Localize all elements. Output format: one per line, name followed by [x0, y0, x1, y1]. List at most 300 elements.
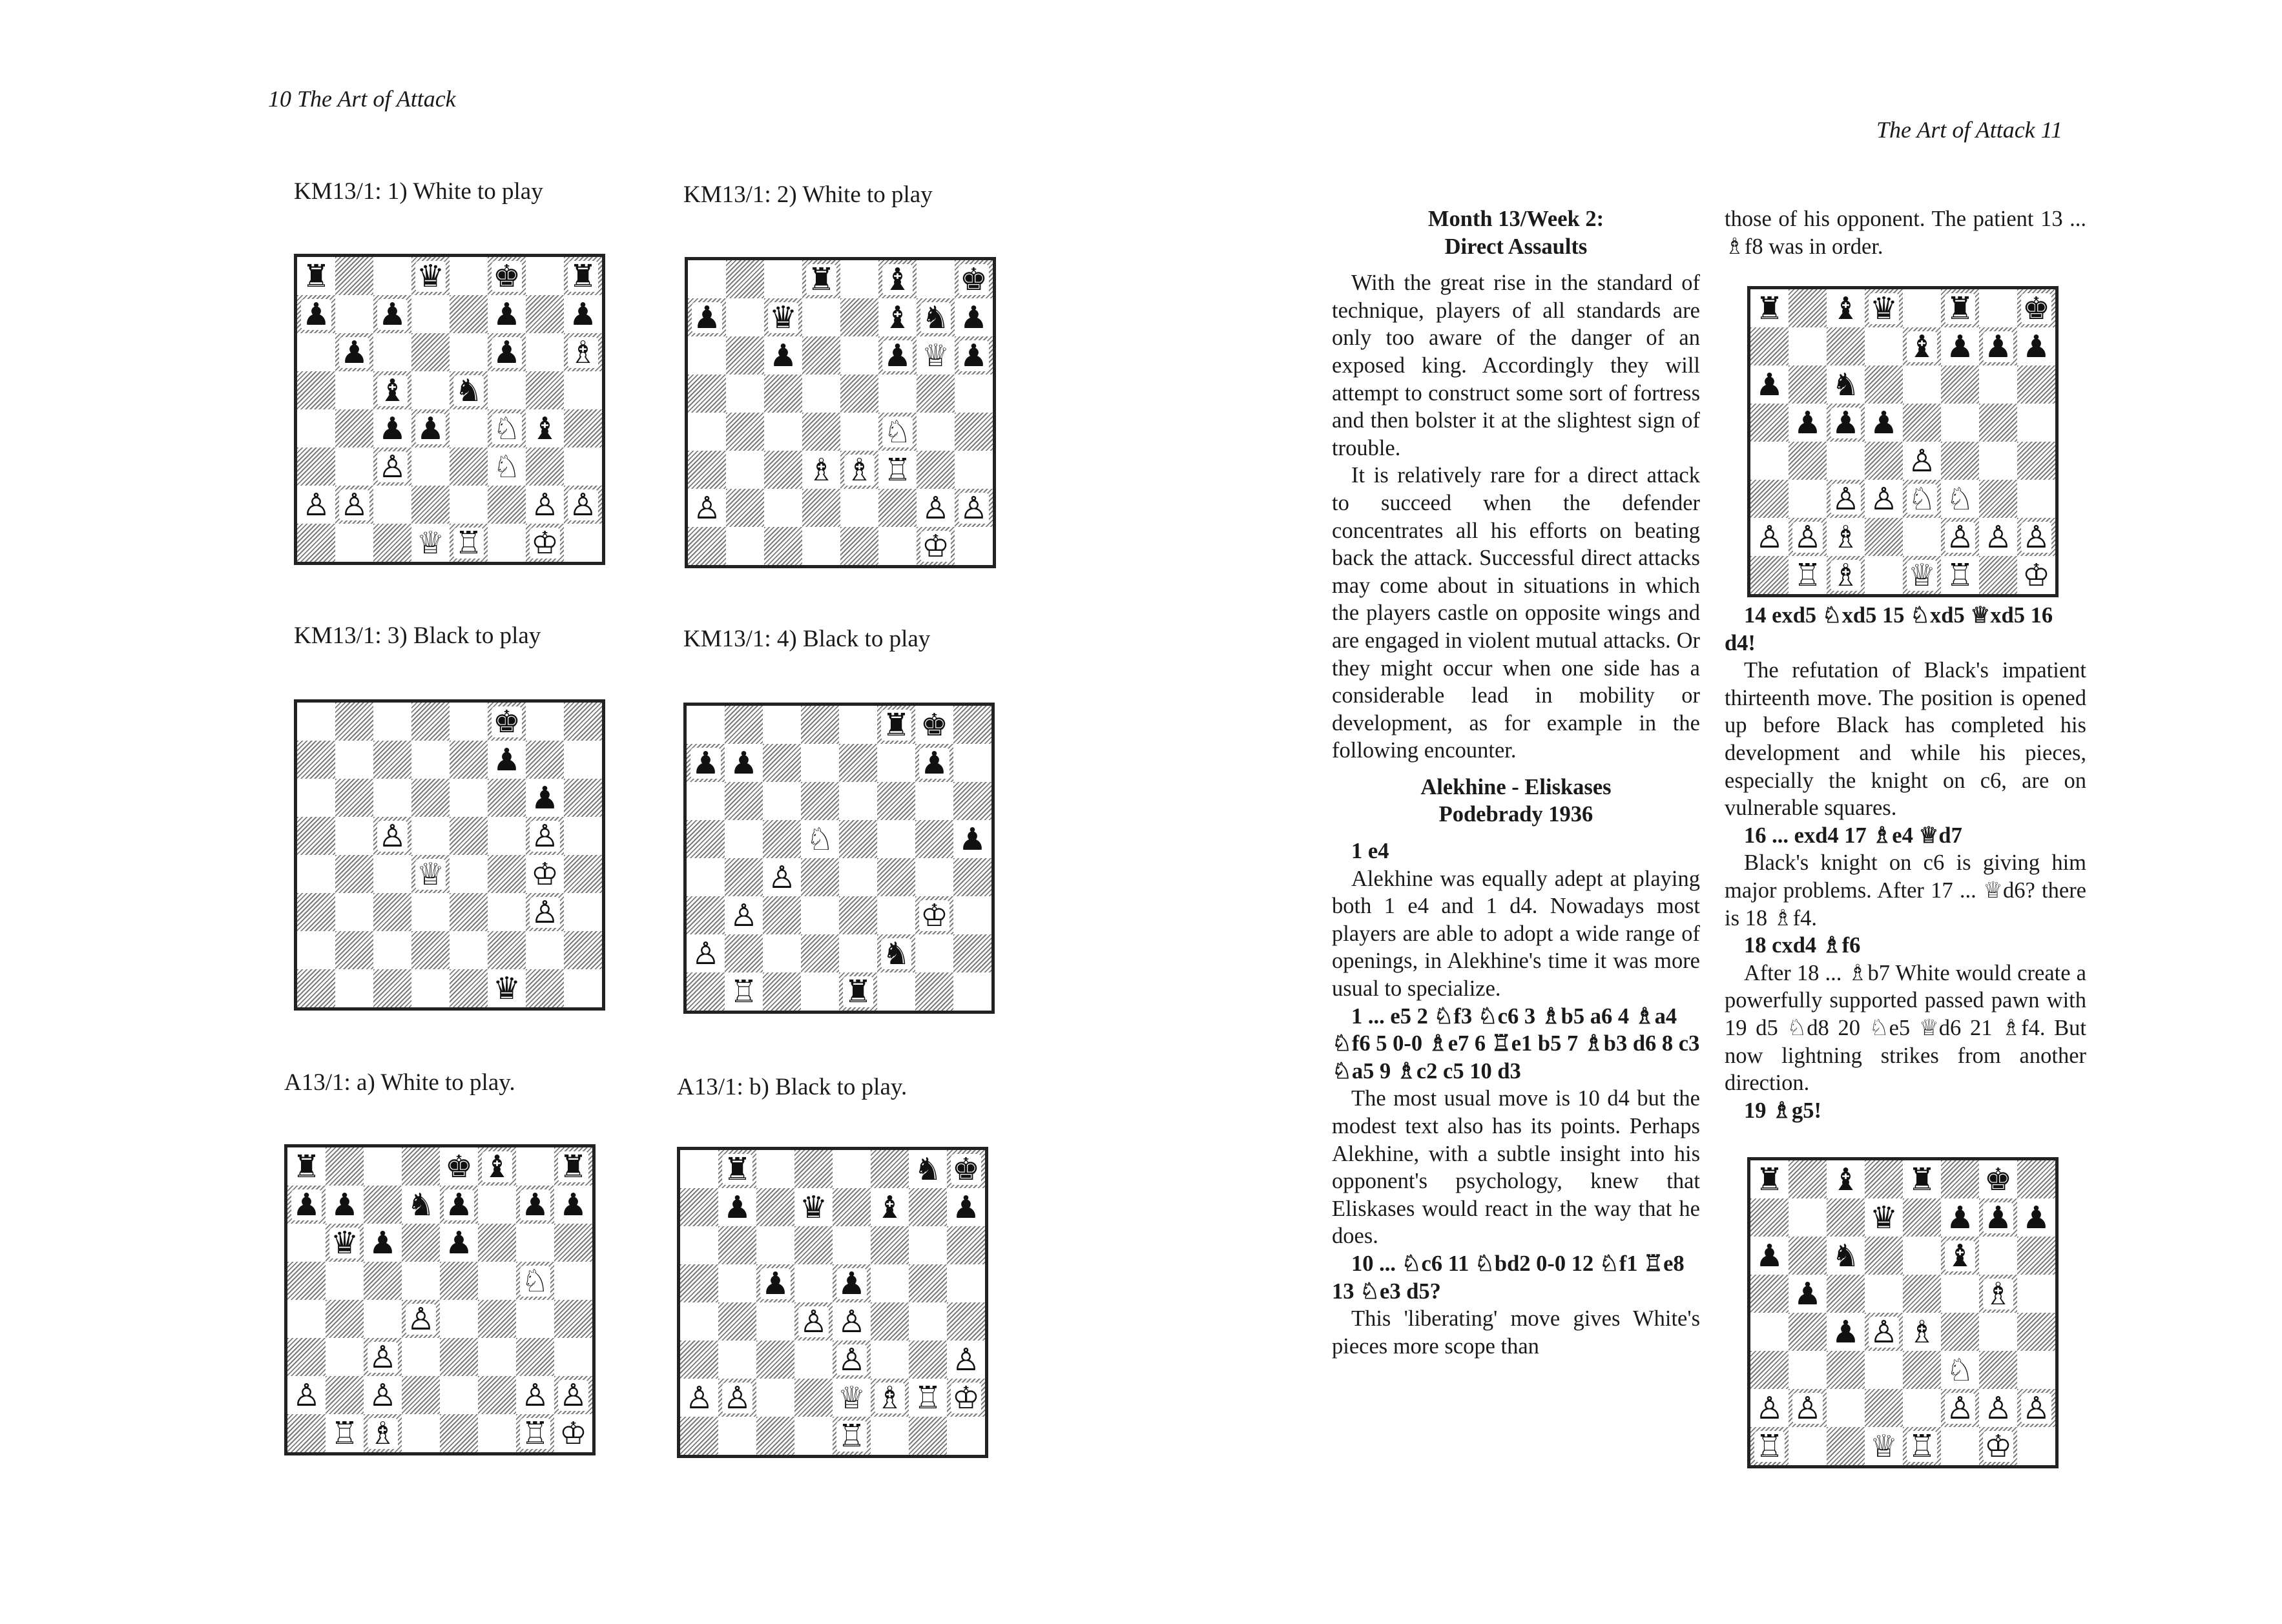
board-square [373, 703, 411, 741]
white-pawn-icon: ♙ [530, 894, 559, 930]
black-bishop-icon: ♝ [1907, 328, 1936, 365]
board-square [955, 489, 993, 527]
white-rook-icon: ♖ [330, 1415, 359, 1452]
board-square [833, 1188, 871, 1226]
board-square [297, 779, 335, 817]
white-pawn-icon: ♙ [1984, 519, 2013, 555]
board-square [2017, 1389, 2055, 1427]
board-square [564, 257, 602, 295]
board-square [526, 893, 564, 931]
board-square [2017, 365, 2055, 404]
board-square [1979, 556, 2017, 594]
white-pawn-icon: ♙ [685, 1379, 714, 1416]
black-king-icon: ♚ [444, 1148, 473, 1185]
board-square [909, 1188, 947, 1226]
board-square [488, 703, 526, 741]
board-square [877, 744, 915, 782]
board-square [839, 744, 877, 782]
black-king-icon: ♚ [959, 261, 988, 298]
board-square [802, 336, 840, 375]
black-bishop-icon: ♝ [883, 299, 912, 336]
page-header-right: The Art of Attack 11 [1876, 117, 2062, 143]
board-square [909, 1417, 947, 1455]
board-square [794, 1150, 833, 1188]
black-pawn-icon: ♟ [1755, 1237, 1784, 1274]
black-bishop-icon: ♝ [530, 410, 559, 447]
black-queen-icon: ♛ [1869, 1199, 1898, 1236]
board-square [802, 527, 840, 565]
black-king-icon: ♚ [2022, 290, 2051, 327]
move-line: 14 exd5 ♘xd5 15 ♘xd5 ♕xd5 16 d4! [1725, 603, 2053, 655]
board-square [297, 817, 335, 855]
board-square [1750, 1160, 1789, 1198]
board-square [364, 1338, 402, 1376]
board-square [725, 896, 763, 934]
board-square [718, 1150, 756, 1188]
board-square [917, 527, 955, 565]
white-pawn-icon: ♙ [1755, 519, 1784, 555]
board-square [1903, 1160, 1941, 1198]
white-king-icon: ♔ [921, 528, 950, 564]
board-square [287, 1262, 326, 1300]
board-square [953, 896, 991, 934]
board-square [718, 1417, 756, 1455]
board-square [878, 489, 917, 527]
board-square [1827, 289, 1865, 327]
white-bishop-icon: ♗ [1831, 519, 1860, 555]
board-square [718, 1226, 756, 1264]
board-square [833, 1302, 871, 1341]
article-column-2-continued [1725, 602, 2086, 1124]
board-square [955, 336, 993, 375]
board-square [1865, 289, 1903, 327]
board-square [718, 1188, 756, 1226]
board-square [955, 527, 993, 565]
board-square [373, 371, 411, 409]
white-rook-icon: ♖ [913, 1379, 942, 1416]
board-square [680, 1150, 718, 1188]
board-square [478, 1338, 516, 1376]
board-square [687, 972, 725, 1011]
black-pawn-icon: ♟ [1831, 404, 1860, 441]
board-square [335, 817, 373, 855]
board-square [411, 447, 450, 486]
board-square [1827, 1313, 1865, 1351]
board-square [794, 1417, 833, 1455]
black-rook-icon: ♜ [559, 1148, 588, 1185]
white-pawn-icon: ♙ [799, 1303, 828, 1340]
board-square [297, 409, 335, 447]
white-pawn-icon: ♙ [723, 1379, 752, 1416]
white-bishop-icon: ♗ [1984, 1275, 2013, 1312]
board-square [1865, 442, 1903, 480]
board-square [1903, 442, 1941, 480]
black-pawn-icon: ♟ [444, 1186, 473, 1223]
board-square [1903, 365, 1941, 404]
board-square [478, 1300, 516, 1338]
white-king-icon: ♔ [920, 897, 949, 934]
board-square [297, 893, 335, 931]
board-square [564, 524, 602, 562]
board-square [725, 934, 763, 972]
board-square [1827, 327, 1865, 365]
board-square [297, 333, 335, 371]
white-pawn-icon: ♙ [959, 489, 988, 526]
board-square [1865, 556, 1903, 594]
chess-diagram-game-2 [1747, 1157, 2059, 1468]
board-square [801, 858, 839, 896]
board-square [871, 1188, 909, 1226]
board-square [554, 1338, 592, 1376]
board-square [1789, 1160, 1827, 1198]
white-pawn-icon: ♙ [378, 817, 407, 854]
board-square [764, 375, 802, 413]
board-square [1827, 404, 1865, 442]
black-king-icon: ♚ [951, 1151, 980, 1187]
board-square [802, 451, 840, 489]
board-square [478, 1414, 516, 1452]
board-square [564, 893, 602, 931]
white-pawn-icon: ♙ [368, 1377, 397, 1413]
board-square [297, 524, 335, 562]
board-square [440, 1300, 478, 1338]
black-pawn-icon: ♟ [691, 745, 720, 781]
diagram-caption-1: KM13/1: 1) White to play [294, 178, 543, 205]
board-square [1827, 480, 1865, 518]
board-square [411, 524, 450, 562]
board-square [947, 1341, 985, 1379]
board-square [411, 409, 450, 447]
board-square [688, 336, 726, 375]
board-square [373, 855, 411, 893]
chess-diagram-4 [683, 703, 995, 1014]
board-square [1789, 556, 1827, 594]
game-event: Podebrady 1936 [1438, 802, 1593, 827]
board-square [756, 1264, 794, 1302]
board-square [564, 371, 602, 409]
board-square [947, 1188, 985, 1226]
board-square [1865, 518, 1903, 556]
white-pawn-icon: ♙ [2022, 519, 2051, 555]
black-pawn-icon: ♟ [769, 337, 798, 374]
board-square [450, 893, 488, 931]
white-knight-icon: ♘ [521, 1262, 550, 1299]
board-square [1941, 365, 1979, 404]
board-square [764, 298, 802, 336]
board-square [411, 969, 450, 1007]
board-square [1941, 518, 1979, 556]
board-square [516, 1147, 554, 1186]
board-square [2017, 404, 2055, 442]
board-square [680, 1341, 718, 1379]
board-square [718, 1379, 756, 1417]
board-square [726, 527, 764, 565]
board-square [1789, 1237, 1827, 1275]
white-rook-icon: ♖ [837, 1417, 866, 1454]
board-square [1789, 365, 1827, 404]
board-square [1865, 327, 1903, 365]
black-rook-icon: ♜ [1945, 290, 1975, 327]
board-square [833, 1226, 871, 1264]
board-square [1903, 518, 1941, 556]
board-square [1827, 442, 1865, 480]
black-pawn-icon: ♟ [1831, 1313, 1860, 1350]
board-square [687, 896, 725, 934]
board-square [373, 779, 411, 817]
white-pawn-icon: ♙ [521, 1377, 550, 1413]
board-square [1941, 1389, 1979, 1427]
board-square [450, 486, 488, 524]
white-queen-icon: ♕ [1869, 1428, 1898, 1465]
board-square [526, 741, 564, 779]
board-square [326, 1186, 364, 1224]
board-square [833, 1379, 871, 1417]
white-rook-icon: ♖ [1793, 557, 1822, 593]
board-square [440, 1186, 478, 1224]
board-square [1827, 1160, 1865, 1198]
board-square [1750, 1237, 1789, 1275]
board-square [947, 1264, 985, 1302]
board-square [680, 1302, 718, 1341]
board-square [2017, 1237, 2055, 1275]
board-square [1789, 480, 1827, 518]
board-square [1979, 1237, 2017, 1275]
board-square [840, 298, 878, 336]
black-knight-icon: ♞ [1831, 366, 1860, 403]
black-pawn-icon: ♟ [959, 337, 988, 374]
board-square [526, 931, 564, 969]
board-square [450, 703, 488, 741]
board-square [1941, 556, 1979, 594]
board-square [373, 333, 411, 371]
black-rook-icon: ♜ [723, 1151, 752, 1187]
board-square [1941, 404, 1979, 442]
board-square [297, 295, 335, 333]
board-square [953, 858, 991, 896]
board-square [335, 371, 373, 409]
white-rook-icon: ♖ [1755, 1428, 1784, 1465]
board-square [839, 934, 877, 972]
board-square [488, 257, 526, 295]
board-square [1903, 1275, 1941, 1313]
white-pawn-icon: ♙ [837, 1341, 866, 1378]
board-square [839, 896, 877, 934]
white-pawn-icon: ♙ [691, 935, 720, 972]
board-square [450, 333, 488, 371]
board-square [794, 1341, 833, 1379]
board-square [297, 855, 335, 893]
board-square [839, 972, 877, 1011]
board-square [688, 298, 726, 336]
board-square [877, 858, 915, 896]
board-square [1941, 1427, 1979, 1465]
white-rook-icon: ♖ [883, 451, 912, 488]
chess-diagram-3 [294, 699, 605, 1011]
board-square [726, 298, 764, 336]
white-pawn-icon: ♙ [921, 489, 950, 526]
board-square [364, 1376, 402, 1414]
board-square [687, 934, 725, 972]
white-pawn-icon: ♙ [1793, 519, 1822, 555]
board-square [450, 409, 488, 447]
board-square [297, 741, 335, 779]
board-square [335, 409, 373, 447]
board-square [1941, 1313, 1979, 1351]
board-square [564, 969, 602, 1007]
board-square [335, 893, 373, 931]
article-column-1 [1332, 205, 1700, 1360]
black-rook-icon: ♜ [807, 261, 836, 298]
board-square [526, 817, 564, 855]
board-square [917, 375, 955, 413]
board-square [526, 447, 564, 486]
board-square [840, 413, 878, 451]
board-square [411, 295, 450, 333]
black-rook-icon: ♜ [568, 258, 597, 294]
white-pawn-icon: ♙ [378, 448, 407, 485]
board-square [726, 489, 764, 527]
black-bishop-icon: ♝ [1831, 290, 1860, 327]
board-square [909, 1302, 947, 1341]
board-square [1750, 1313, 1789, 1351]
board-square [871, 1150, 909, 1188]
black-pawn-icon: ♟ [2022, 328, 2051, 365]
board-square [373, 257, 411, 295]
board-square [526, 295, 564, 333]
board-square [335, 779, 373, 817]
white-pawn-icon: ♙ [530, 486, 559, 523]
black-king-icon: ♚ [1984, 1161, 2013, 1198]
board-square [516, 1262, 554, 1300]
white-pawn-icon: ♙ [1945, 519, 1975, 555]
board-square [526, 371, 564, 409]
board-square [877, 934, 915, 972]
board-square [364, 1147, 402, 1186]
board-square [335, 295, 373, 333]
white-knight-icon: ♘ [805, 821, 835, 858]
board-square [687, 858, 725, 896]
board-square [335, 703, 373, 741]
black-pawn-icon: ♟ [568, 296, 597, 333]
board-square [326, 1224, 364, 1262]
board-square [833, 1417, 871, 1455]
board-square [756, 1226, 794, 1264]
black-pawn-icon: ♟ [292, 1186, 321, 1223]
board-square [1789, 327, 1827, 365]
board-square [326, 1376, 364, 1414]
article-paragraph: It is relatively rare for a direct attack to succeed when the defender concentrates all his efforts on beating back the attack. Successful direct attacks may come about in situations in which the players castle on opposite wings and are engaged in violent mutual attacks. Or they might occur when one side has a considerable lead in mobility or development, as for example in the following encounter. [1332, 463, 1700, 763]
board-square [564, 779, 602, 817]
white-knight-icon: ♘ [1907, 480, 1936, 517]
board-square [1789, 1427, 1827, 1465]
board-square [871, 1417, 909, 1455]
board-square [953, 820, 991, 858]
board-square [564, 703, 602, 741]
board-square [1903, 556, 1941, 594]
white-king-icon: ♔ [559, 1415, 588, 1452]
board-square [564, 295, 602, 333]
board-square [955, 260, 993, 298]
board-square [1941, 1198, 1979, 1237]
board-square [764, 527, 802, 565]
board-square [688, 527, 726, 565]
white-pawn-icon: ♙ [1869, 1313, 1898, 1350]
board-square [402, 1262, 440, 1300]
board-square [1750, 1389, 1789, 1427]
board-square [440, 1338, 478, 1376]
board-square [917, 260, 955, 298]
board-square [326, 1300, 364, 1338]
board-square [478, 1376, 516, 1414]
white-bishop-icon: ♗ [368, 1415, 397, 1452]
board-square [554, 1300, 592, 1338]
black-rook-icon: ♜ [292, 1148, 321, 1185]
black-pawn-icon: ♟ [920, 745, 949, 781]
article-title-line1: Month 13/Week 2: [1427, 207, 1604, 231]
board-square [554, 1262, 592, 1300]
white-king-icon: ♔ [530, 524, 559, 561]
board-square [947, 1417, 985, 1455]
board-square [326, 1147, 364, 1186]
white-king-icon: ♔ [2022, 557, 2051, 593]
board-square [763, 782, 801, 820]
board-square [488, 779, 526, 817]
black-pawn-icon: ♟ [723, 1189, 752, 1226]
board-square [1903, 1389, 1941, 1427]
board-square [840, 336, 878, 375]
white-queen-icon: ♕ [416, 856, 445, 892]
board-square [688, 489, 726, 527]
board-square [488, 295, 526, 333]
black-pawn-icon: ♟ [492, 296, 521, 333]
board-square [1865, 480, 1903, 518]
board-square [488, 817, 526, 855]
black-bishop-icon: ♝ [1831, 1161, 1860, 1198]
white-rook-icon: ♖ [521, 1415, 550, 1452]
board-square [411, 893, 450, 931]
board-square [1789, 442, 1827, 480]
board-square [297, 257, 335, 295]
board-square [1865, 1160, 1903, 1198]
board-square [801, 934, 839, 972]
diagram-caption-4: KM13/1: 4) Black to play [683, 626, 931, 652]
white-bishop-icon: ♗ [845, 451, 874, 488]
board-square [1903, 327, 1941, 365]
board-square [411, 486, 450, 524]
board-square [839, 820, 877, 858]
board-square [871, 1379, 909, 1417]
board-square [2017, 1198, 2055, 1237]
board-square [1903, 1351, 1941, 1389]
white-rook-icon: ♖ [454, 524, 483, 561]
board-square [1865, 1427, 1903, 1465]
white-knight-icon: ♘ [1945, 1352, 1975, 1388]
board-square [1903, 480, 1941, 518]
board-square [1941, 1351, 1979, 1389]
white-pawn-icon: ♙ [368, 1339, 397, 1375]
board-square [440, 1224, 478, 1262]
board-square [764, 336, 802, 375]
board-square [1827, 1275, 1865, 1313]
board-square [554, 1376, 592, 1414]
board-square [1979, 1427, 2017, 1465]
board-square [802, 375, 840, 413]
board-square [335, 333, 373, 371]
board-square [1979, 289, 2017, 327]
board-square [335, 931, 373, 969]
board-square [1827, 1389, 1865, 1427]
board-square [909, 1264, 947, 1302]
